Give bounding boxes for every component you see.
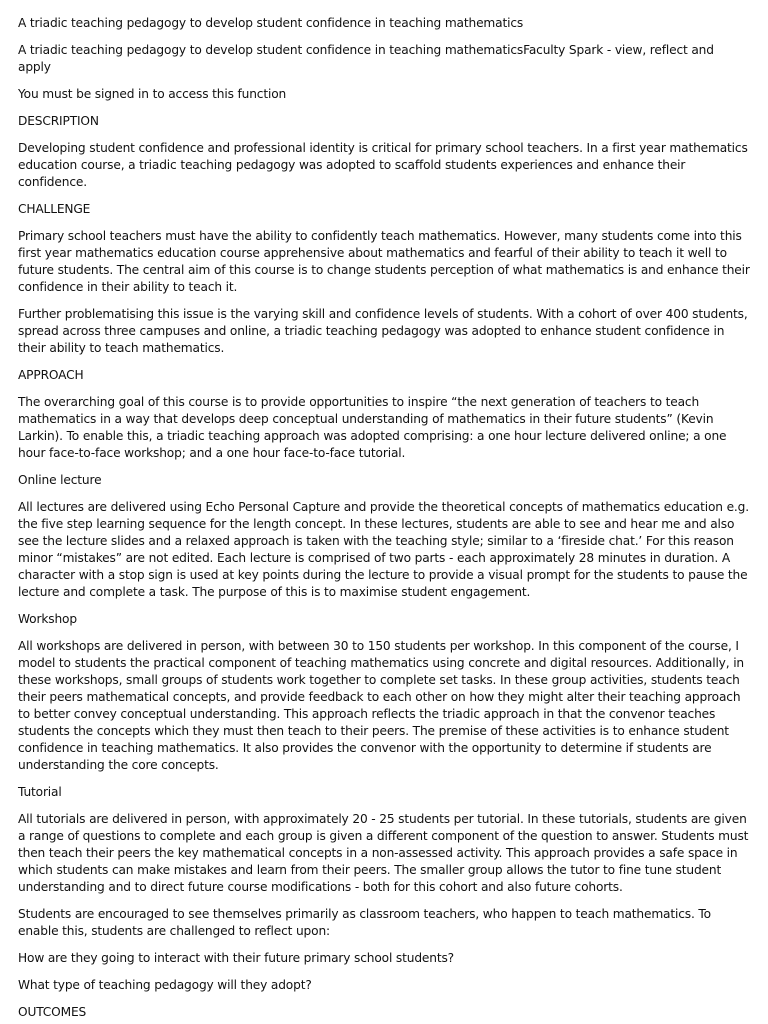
tutorial-text: All tutorials are delivered in person, with approximately 20 - 25 students per tutorial. In these tutorials, students are given a range of questions to complete and each group is given a different component of the question to answer. Students must then teach their peers the key mathematical concepts in a non-assessed activity. This approach provides a safe space in which students can make mistakes and learn from their peers. The smaller group allows the tutor to fine tune student understanding and to direct future course modifications - both for this cohort and also future cohorts. bbox=[18, 812, 749, 894]
approach-heading: APPROACH bbox=[18, 368, 84, 382]
online-lecture-text: All lectures are delivered using Echo Personal Capture and provide the theoretical concepts of mathematics education e.g. the five step learning sequence for the length concept. In these lectures, students are able to see and hear me and also see the lecture slides and a relaxed approach is taken with the teaching style; similar to a ‘fireside chat.’ For this reason minor “mistakes” are not edited. Each lecture is comprised of two parts - each approximately 28 minutes in duration. A character with a stop sign is used at key points during the lecture to provide a visual prompt for the students to pause the lecture and complete a task. The purpose of this is to maximise student engagement. bbox=[18, 500, 749, 599]
signin-notice: You must be signed in to access this function bbox=[18, 87, 287, 101]
challenge-text-1: Primary school teachers must have the ability to confidently teach mathematics. However, many students come into this first year mathematics education course apprehensive about mathematics and fearful of their ability to teach it well to future students. The central aim of this course is to change students perception of what mathematics is and enhance their confidence in their ability to teach it. bbox=[18, 229, 750, 294]
document-title: A triadic teaching pedagogy to develop student confidence in teaching mathematics bbox=[18, 16, 524, 30]
workshop-heading: Workshop bbox=[18, 612, 77, 626]
challenge-heading: CHALLENGE bbox=[18, 202, 91, 216]
reflection-question-1: How are they going to interact with their future primary school students? bbox=[18, 951, 454, 965]
approach-text: The overarching goal of this course is to provide opportunities to inspire “the next generation of teachers to teach mathematics in a way that develops deep conceptual understanding of mathematics in their future students” (Kevin Larkin). To enable this, a triadic teaching approach was adopted comprising: a one hour lecture delivered online; a one hour face-to-face workshop; and a one hour face-to-face tutorial. bbox=[18, 395, 727, 460]
workshop-text: All workshops are delivered in person, with between 30 to 150 students per workshop. In this component of the course, I model to students the practical component of teaching mathematics using concrete and digital resources. Additionally, in these workshops, small groups of students work together to complete set tasks. In these group activities, students teach their peers mathematical concepts, and provide feedback to each other on how they might alter their teaching approach to better convey conceptual understanding. This approach reflects the triadic approach in that the convenor teaches students the concepts which they must then teach to their peers. The premise of these activities is to enhance student confidence in teaching mathematics. It also provides the convenor with the opportunity to determine if students are understanding the core concepts. bbox=[18, 639, 745, 772]
document-title-with-source: A triadic teaching pedagogy to develop student confidence in teaching mathematicsFaculty Spark - view, reflect and apply bbox=[18, 43, 714, 74]
tutorial-heading: Tutorial bbox=[18, 785, 62, 799]
outcomes-heading: OUTCOMES bbox=[18, 1005, 87, 1019]
online-lecture-heading: Online lecture bbox=[18, 473, 102, 487]
description-heading: DESCRIPTION bbox=[18, 114, 99, 128]
challenge-text-2: Further problematising this issue is the varying skill and confidence levels of students. With a cohort of over 400 students, spread across three campuses and online, a triadic teaching pedagogy was adopted to enhance student confidence in their ability to teach mathematics. bbox=[18, 307, 748, 355]
reflect-intro: Students are encouraged to see themselves primarily as classroom teachers, who happen to teach mathematics. To enable this, students are challenged to reflect upon: bbox=[18, 907, 711, 938]
description-text: Developing student confidence and professional identity is critical for primary school teachers. In a first year mathematics education course, a triadic teaching pedagogy was adopted to scaffold students experiences and enhance their confidence. bbox=[18, 141, 748, 189]
reflection-question-2: What type of teaching pedagogy will they adopt? bbox=[18, 978, 312, 992]
